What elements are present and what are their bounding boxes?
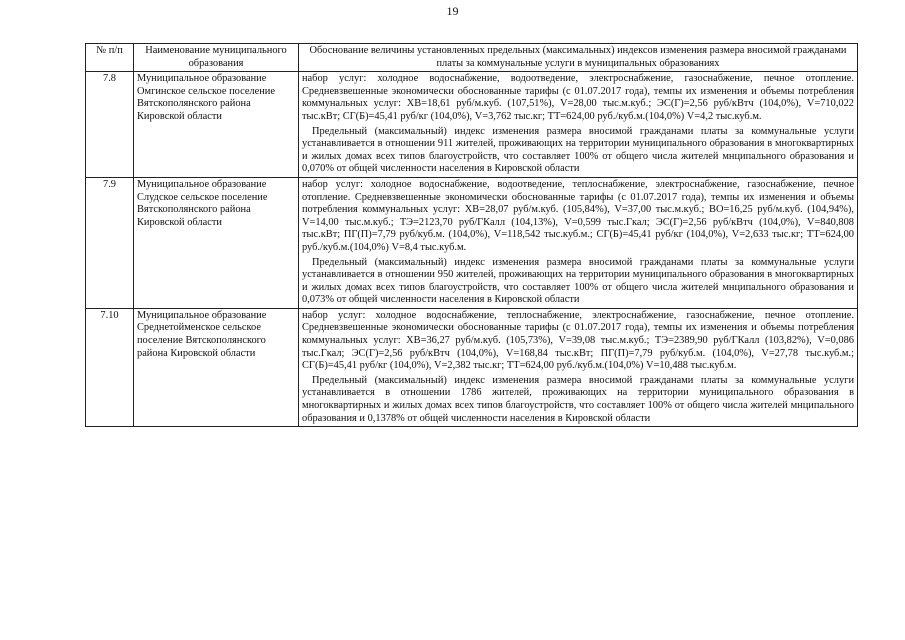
table-row: [86, 177, 858, 308]
index-paragraph: Предельный (максимальный) индекс изменения размера вносимой гражданами платы за коммунальные услуги устанавливается в отношении 1786 жителей, проживающих на территории муниципального образования в многоквартирных и жилых домах всех типов благоустройств, что составляет 100% от общего числа жителей мнципального образования и 0,1378% от общей численности населения в Кировской области: [302, 374, 854, 424]
index-paragraph: Предельный (максимальный) индекс изменения размера вносимой гражданами платы за коммунальные услуги устанавливается в отношении 950 жителей, проживающих на территории муниципального образования в многоквартирных и жилых домах всех типов благоустройств, что составляет 100% от общего числа жителей мнципального образования и 0,073% от общей численности населения в Кировской области: [302, 256, 854, 306]
tariff-index-table: [85, 43, 858, 427]
municipality-name: Муниципальное образование Омгинское сельское поселение Вятскополянского района Кировской области: [134, 72, 299, 178]
table-header-row: [86, 44, 858, 72]
justification-cell: [299, 308, 858, 426]
table-row: [86, 308, 858, 426]
page-number: 19: [446, 4, 459, 18]
index-paragraph: Предельный (максимальный) индекс изменения размера вносимой гражданами платы за коммунальные услуги устанавливается в отношении 911 жителей, проживающих на территории муниципального образования в многоквартирных и жилых домах всех типов благоустройств, что составляет 100% от общего числа жителей мнципального образования и 0,070% от общей численности населения в Кировской области: [302, 125, 854, 175]
table-row: [86, 72, 858, 178]
row-number: 7.8: [86, 72, 134, 178]
services-paragraph: набор услуг: холодное водоснабжение, теплоснабжение, электроснабжение, газоснабжение, печное отопление. Средневзвешенные экономически обоснованные тарифы (с 01.07.2017 года), темпы их изменения и объемы потребления коммунальных услуг: ХВ=36,27 руб/м.куб. (105,73%), V=39,08 тыс.м.куб.; ТЭ=2389,90 руб/ГКалл (103,82%), V=0,086 тыс.Гкал; ЭС(Г)=2,56 руб/кВтч (104,0%), V=168,84 тыс.кВт; ПГ(П)=7,79 руб/куб.м. (104,0%), V=27,78 тыс.куб.м.; СГ(Б)=45,41 руб/кг (104,0%), V=2,382 тыс.кг; ТТ=624,00 руб./куб.м.(104,0%) V=10,488 тыс.куб.м.: [302, 309, 854, 372]
municipality-name: Муниципальное образование Среднетойменское сельское поселение Вятскополянского района Кировской области: [134, 308, 299, 426]
justification-cell: [299, 177, 858, 308]
row-number: 7.10: [86, 308, 134, 426]
services-paragraph: набор услуг: холодное водоснабжение, водоотведение, теплоснабжение, электроснабжение, газоснабжение, печное отопление. Средневзвешенные экономически обоснованные тарифы (с 01.07.2017 года), темпы их изменения и объемы потребления коммунальных услуг: ХВ=28,07 руб/м.куб. (105,84%), V=37,00 тыс.м.куб.; ВО=16,25 руб/м.куб. (104,94%), V=14,00 тыс.м.куб.; ТЭ=2123,70 руб/ГКалл (104,13%), V=0,599 тыс.Гкал; ЭС(Г)=2,56 руб/кВтч (104,0%), V=840,808 тыс.кВт; ПГ(П)=7,79 руб/куб.м. (104,0%), V=118,542 тыс.куб.м.; СГ(Б)=45,41 руб/кг (104,0%), V=2,633 тыс.кг; ТТ=624,00 руб./куб.м.(104,0%) V=8,4 тыс.куб.м.: [302, 178, 854, 253]
header-municipality-name: Наименование муниципального образования: [134, 44, 299, 72]
row-number: 7.9: [86, 177, 134, 308]
header-number: № п/п: [86, 44, 134, 72]
services-paragraph: набор услуг: холодное водоснабжение, водоотведение, электроснабжение, газоснабжение, печное отопление. Средневзвешенные экономически обоснованные тарифы (с 01.07.2017 года), темпы их изменения и объемы потребления коммунальных услуг: ХВ=18,61 руб/м.куб. (107,51%), V=28,00 тыс.м.куб.; ЭС(Г)=2,56 руб/кВтч (104,0%), V=710,022 тыс.кВт; СГ(Б)=45,41 руб/кг (104,0%), V=3,762 тыс.кг; ТТ=624,00 руб./куб.м.(104,0%) V=4,2 тыс.куб.м.: [302, 73, 854, 122]
header-justification: Обоснование величины установленных предельных (максимальных) индексов изменения размера вносимой гражданами платы за коммунальные услуги в муниципальных образованиях: [299, 44, 858, 72]
justification-cell: [299, 72, 858, 178]
municipality-name: Муниципальное образование Слудское сельское поселение Вятскополянского района Кировской области: [134, 177, 299, 308]
